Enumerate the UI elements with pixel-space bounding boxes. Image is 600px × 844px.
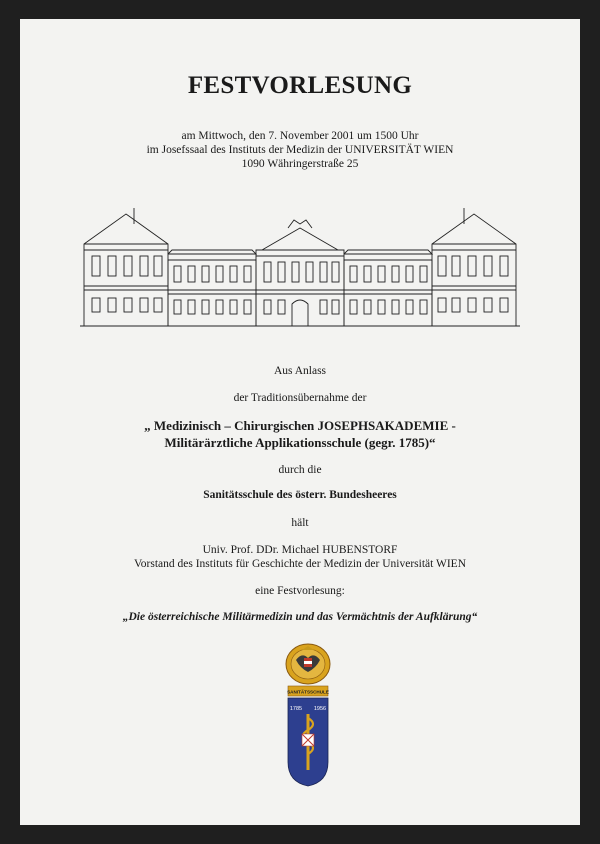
- emblem-banner-text: SANITÄTSSCHULE: [287, 689, 329, 695]
- emblem-year-left: 1785: [289, 706, 303, 712]
- occasion-line: Aus Anlass: [273, 365, 327, 377]
- speaker-name: Univ. Prof. DDr. Michael HUBENSTORF: [202, 544, 398, 556]
- poster-sheet: [20, 19, 580, 825]
- sanitaetsschule-emblem: [282, 642, 334, 788]
- academy-name-line1: „ Medizinisch – Chirurgischen JOSEPHSAKADEMIE -: [144, 418, 456, 433]
- tradition-line: der Traditionsübernahme der: [233, 392, 367, 404]
- building-illustration: [80, 194, 520, 334]
- event-venue-line: im Josefssaal des Instituts der Medizin der UNIVERSITÄT WIEN: [146, 144, 454, 156]
- event-address-line: 1090 Währingerstraße 25: [241, 158, 359, 170]
- through-line: durch die: [278, 464, 322, 476]
- holds-line: hält: [291, 517, 309, 529]
- event-date-line: am Mittwoch, den 7. November 2001 um 1500 Uhr: [181, 130, 419, 142]
- lecture-title: „Die österreichische Militärmedizin und das Vermächtnis der Aufklärung“: [122, 611, 478, 623]
- academy-name-line2: Militärärztliche Applikationsschule (gegr. 1785)“: [164, 435, 436, 450]
- poster-title: FESTVORLESUNG: [187, 72, 413, 99]
- school-name: Sanitätsschule des österr. Bundesheeres: [203, 489, 397, 501]
- speaker-role: Vorstand des Instituts für Geschichte der Medizin der Universität WIEN: [133, 558, 467, 570]
- emblem-year-right: 1956: [313, 706, 327, 712]
- lecture-intro: eine Festvorlesung:: [255, 585, 345, 597]
